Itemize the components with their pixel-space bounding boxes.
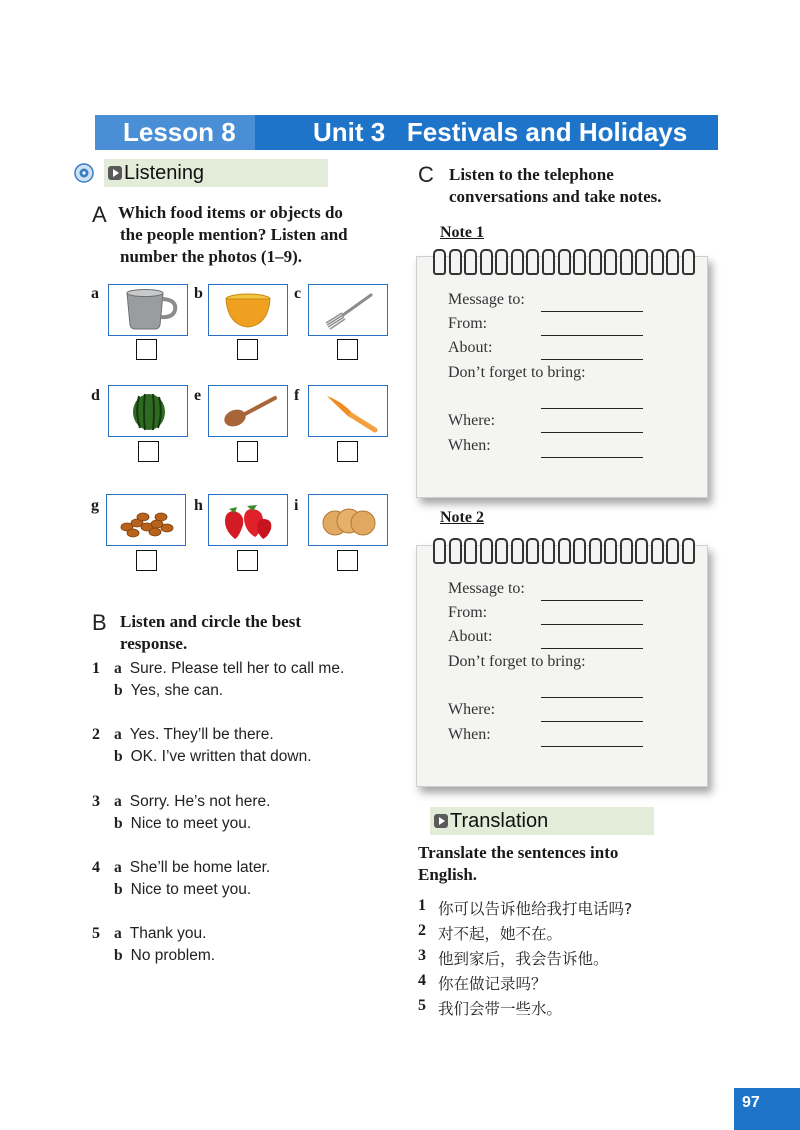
listening-tag-label: Listening [124,162,205,184]
field-bring: Don’t forget to bring: [448,653,586,670]
blank-when[interactable] [541,456,643,458]
field-about: About: [448,628,493,645]
instruction-line: Listen to the telephone [449,165,614,184]
translation-item [418,997,563,1022]
option-a[interactable] [114,660,344,678]
section-a-letter: A [92,202,107,227]
answer-box-a[interactable] [136,339,157,360]
blank-from[interactable] [541,623,643,625]
option-text: Nice to meet you. [130,881,252,898]
option-a[interactable] [114,793,270,811]
question-number: 2 [92,726,100,743]
blank-about[interactable] [541,358,643,360]
field-about: About: [448,339,493,356]
note-2-title: Note 2 [440,509,484,526]
question-number: 5 [92,925,100,942]
translation-item [418,897,633,922]
spoon-icon [213,388,283,434]
photo-h [208,494,288,546]
option-letter: b [114,881,123,898]
sentence-text: 我们会带一些水。 [438,1000,563,1018]
translation-item [418,947,609,972]
answer-box-h[interactable] [237,550,258,571]
sentence-text: 你可以告诉他给我打电话吗? [438,900,633,918]
knife-icon [313,388,383,434]
instruction-line: response. [120,634,188,653]
option-letter: a [114,726,122,743]
translation-item [418,972,547,997]
question-number: 4 [92,859,100,876]
spiral-binding [433,249,695,273]
instruction-line: Translate the sentences into [418,843,619,862]
blank-bring[interactable] [541,407,643,409]
option-text: Nice to meet you. [130,815,252,832]
item-label-g: g [91,497,99,514]
blank-message-to[interactable] [541,310,643,312]
play-icon [108,166,122,180]
audio-icon[interactable] [74,163,94,183]
cookies-icon [313,497,383,543]
section-a-instruction [118,202,348,268]
section-b-instruction [120,611,301,655]
photo-g [106,494,186,546]
item-label-f: f [294,387,300,404]
answer-box-e[interactable] [237,441,258,462]
sentence-text: 对不起，她不在。 [438,925,563,943]
option-text: No problem. [130,947,216,964]
option-letter: b [114,947,123,964]
option-b[interactable] [114,881,251,899]
unit-title: Unit 3 Festivals and Holidays [313,117,688,147]
blank-where[interactable] [541,720,643,722]
page-number-box [734,1088,800,1130]
field-when: When: [448,726,491,743]
option-a[interactable] [114,925,206,943]
question-number: 1 [92,660,100,677]
field-bring: Don’t forget to bring: [448,364,586,381]
item-label-c: c [294,285,302,302]
sentence-number: 1 [418,897,426,914]
page-number: 97 [742,1094,760,1111]
nuts-icon [111,497,181,543]
option-letter: a [114,660,122,677]
option-letter: a [114,859,122,876]
sentence-number: 3 [418,947,426,964]
option-text: Sure. Please tell her to call me. [129,660,345,677]
sentence-text: 他到家后，我会告诉他。 [438,950,609,968]
translation-instruction [418,842,618,886]
section-c-letter: C [418,162,434,187]
photo-d [108,385,188,437]
option-text: Thank you. [129,925,207,942]
listening-tag [104,159,328,187]
translation-item [418,922,563,947]
translation-tag [430,807,654,835]
unit-banner [255,115,718,150]
option-b[interactable] [114,682,223,700]
field-message-to: Message to: [448,291,525,308]
blank-message-to[interactable] [541,599,643,601]
section-b-letter: B [92,610,107,635]
option-letter: a [114,925,122,942]
answer-box-i[interactable] [337,550,358,571]
notepad-1 [416,256,708,498]
instruction-line: Listen and circle the best [120,612,302,631]
answer-box-g[interactable] [136,550,157,571]
instruction-line: conversations and take notes. [449,187,662,206]
option-b[interactable] [114,815,251,833]
question-number: 3 [92,793,100,810]
photo-i [308,494,388,546]
blank-about[interactable] [541,647,643,649]
photo-c [308,284,388,336]
item-label-a: a [91,285,99,302]
instruction-line: English. [418,865,478,884]
item-label-i: i [294,497,299,514]
option-b[interactable] [114,947,215,965]
lesson-title: Lesson 8 [123,117,236,147]
field-message-to: Message to: [448,580,525,597]
field-from: From: [448,604,488,621]
item-label-d: d [91,387,100,404]
note-1-title: Note 1 [440,224,484,241]
translation-list [418,897,633,1022]
sentence-number: 2 [418,922,426,939]
option-a[interactable] [114,726,274,744]
watermelon-icon [113,388,183,434]
item-label-e: e [194,387,202,404]
answer-box-f[interactable] [337,441,358,462]
option-text: OK. I’ve written that down. [130,748,312,765]
option-text: She’ll be home later. [129,859,271,876]
play-icon [434,814,448,828]
photo-f [308,385,388,437]
instruction-line: Which food items or objects do [118,203,343,222]
blank-from[interactable] [541,334,643,336]
spiral-binding [433,538,695,562]
cup-icon [113,287,183,333]
section-c-instruction [449,164,662,208]
option-letter: a [114,793,122,810]
field-where: Where: [448,412,496,429]
blank-bring[interactable] [541,696,643,698]
sentence-number: 4 [418,972,426,989]
fork-icon [313,287,383,333]
answer-box-b[interactable] [237,339,258,360]
option-letter: b [114,815,123,832]
blank-when[interactable] [541,745,643,747]
photo-b [208,284,288,336]
instruction-line: the people mention? Listen and [120,225,348,244]
field-when: When: [448,437,491,454]
answer-box-d[interactable] [138,441,159,462]
sentence-number: 5 [418,997,426,1014]
notepad-2 [416,545,708,787]
answer-box-c[interactable] [337,339,358,360]
option-letter: b [114,682,123,699]
option-text: Yes, she can. [130,682,224,699]
blank-where[interactable] [541,431,643,433]
option-letter: b [114,748,123,765]
instruction-line: number the photos (1–9). [120,247,302,266]
photo-a [108,284,188,336]
item-label-b: b [194,285,203,302]
lesson-banner [95,115,255,150]
item-label-h: h [194,497,203,514]
option-a[interactable] [114,859,270,877]
photo-e [208,385,288,437]
bowl-icon [213,287,283,333]
translation-tag-label: Translation [450,810,549,832]
field-where: Where: [448,701,496,718]
option-text: Yes. They’ll be there. [129,726,274,743]
field-from: From: [448,315,488,332]
option-b[interactable] [114,748,312,766]
strawberries-icon [213,497,283,543]
option-text: Sorry. He’s not here. [129,793,271,810]
sentence-text: 你在做记录吗？ [438,975,547,993]
